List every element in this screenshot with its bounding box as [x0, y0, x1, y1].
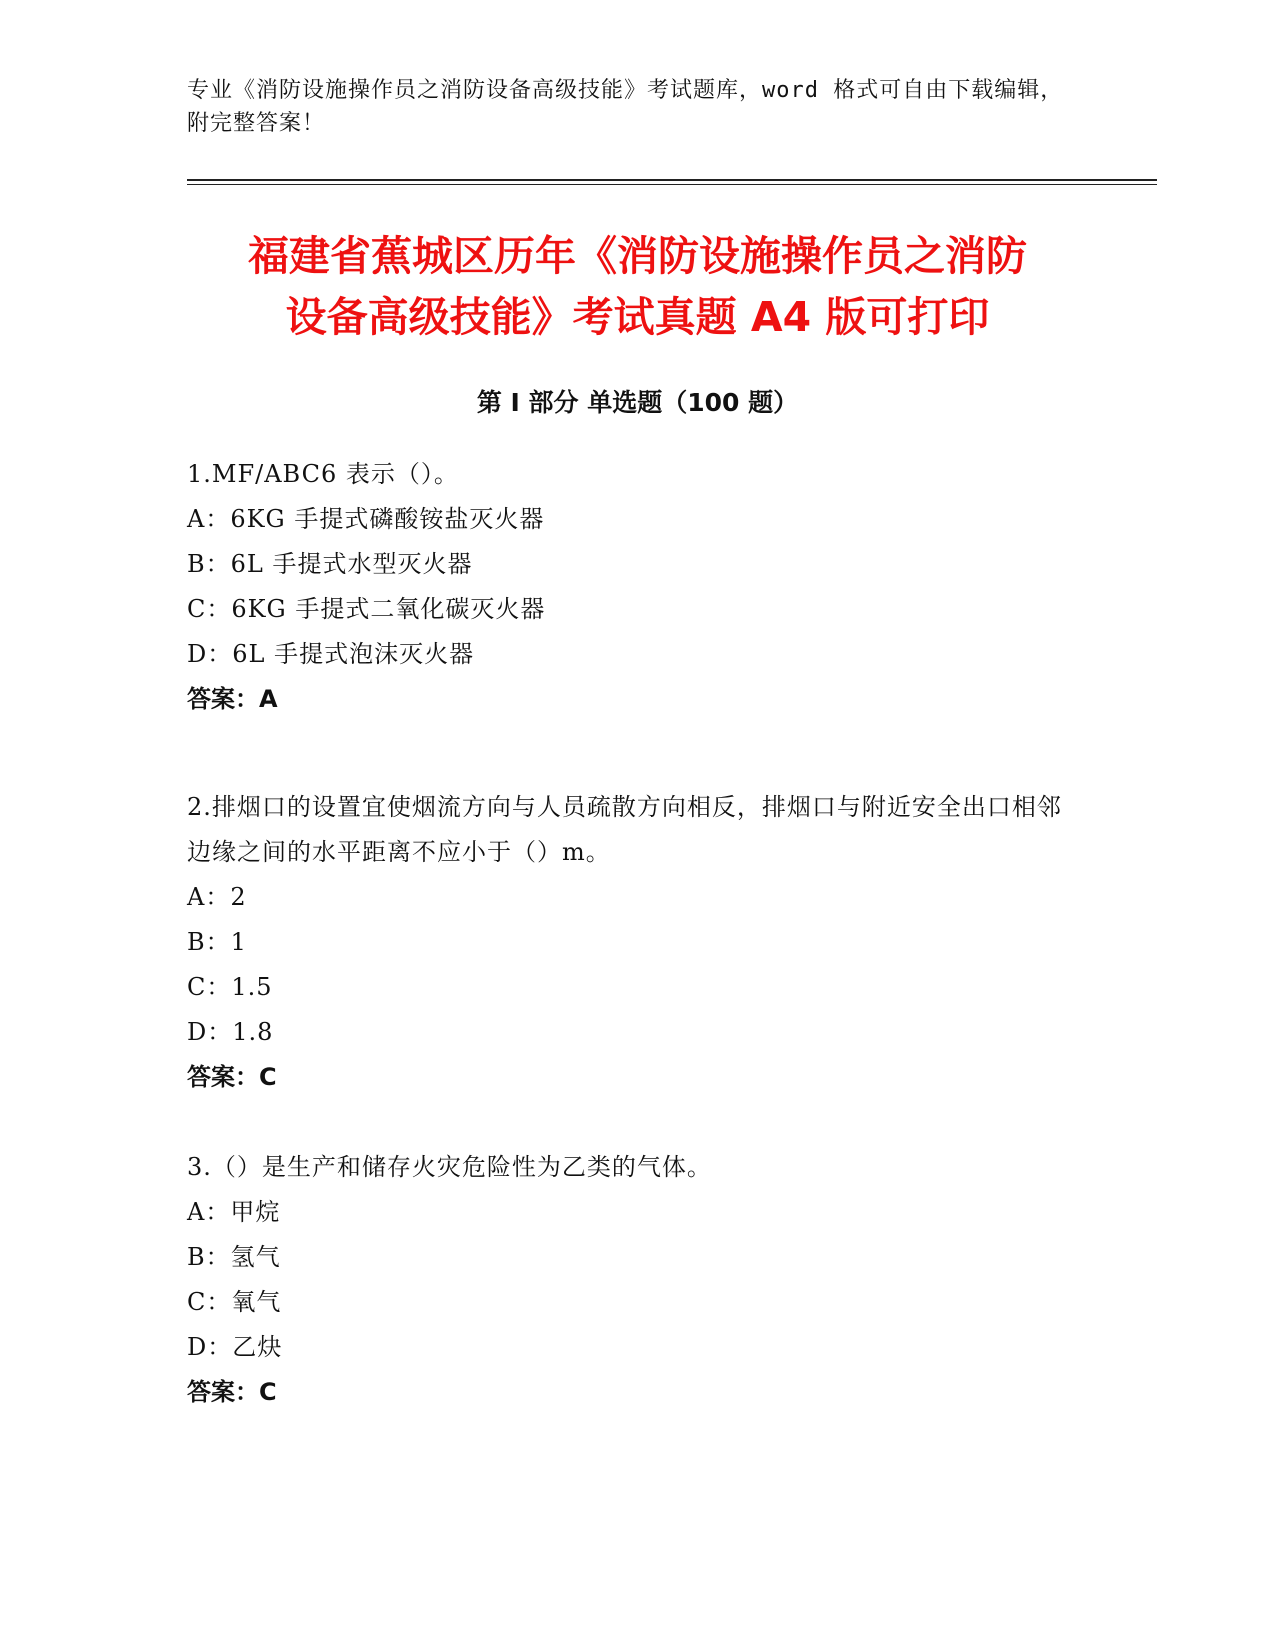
option-a: A：2 — [187, 883, 247, 911]
question-3 — [187, 1145, 1067, 1415]
answer-line: 答案：A — [187, 685, 278, 713]
question-1 — [187, 452, 1067, 722]
option-b: B：氢气 — [187, 1243, 281, 1271]
answer-line: 答案：C — [187, 1063, 277, 1091]
option-a: A：甲烷 — [187, 1198, 281, 1226]
question-stem: 1.MF/ABC6 表示（）。 — [187, 460, 459, 488]
option-d: D：1.8 — [187, 1018, 274, 1046]
answer-line: 答案：C — [187, 1378, 277, 1406]
question-stem: 3.（）是生产和储存火灾危险性为乙类的气体。 — [187, 1153, 712, 1181]
option-b: B：1 — [187, 928, 247, 956]
option-d: D：乙炔 — [187, 1333, 283, 1361]
document-title-line-1: 福建省蕉城区历年《消防设施操作员之消防 — [248, 232, 1027, 280]
header-rule-thin — [187, 184, 1157, 185]
question-2 — [187, 785, 1067, 1100]
option-b: B：6L 手提式水型灭火器 — [187, 550, 473, 578]
header-note: 专业《消防设施操作员之消防设备高级技能》考试题库，word 格式可自由下载编辑，附完整答案！ — [187, 78, 1064, 136]
option-d: D：6L 手提式泡沫灭火器 — [187, 640, 475, 668]
section-heading: 第 I 部分 单选题（100 题） — [476, 388, 799, 417]
document-title-line-2: 设备高级技能》考试真题 A4 版可打印 — [285, 293, 990, 341]
option-c: C：1.5 — [187, 973, 273, 1001]
document-title — [150, 226, 1125, 348]
option-a: A：6KG 手提式磷酸铵盐灭火器 — [187, 505, 545, 533]
question-stem: 2.排烟口的设置宜使烟流方向与人员疏散方向相反，排烟口与附近安全出口相邻边缘之间的水平距离不应小于（）m。 — [187, 793, 1062, 866]
option-c: C：氧气 — [187, 1288, 282, 1316]
option-c: C：6KG 手提式二氧化碳灭火器 — [187, 595, 546, 623]
header-rule-thick — [187, 179, 1157, 181]
